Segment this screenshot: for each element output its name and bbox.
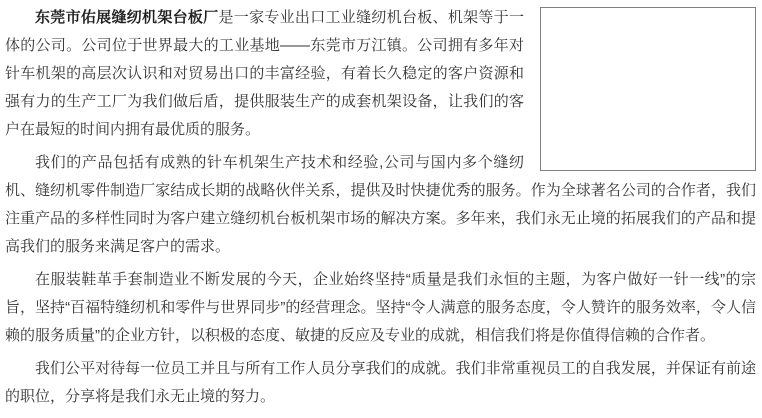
- paragraph-products: 我们的产品包括有成熟的针车机架生产技术和经验,公司与国内多个缝纫机、缝纫机零件制造厂家结成长期的战略伙伴关系，提供及时快捷优秀的服务。作为全球著名公司的合作者，我们注重产品的多样性同时为客户建立缝纫机台板机架市场的解决方案。多年来，我们永无止境的拓展我们的产品和提高我们的服务来满足客户的需求。: [5, 154, 756, 255]
- paragraph-employees: 我们公平对待每一位员工并且与所有工作人员分享我们的成就。我们非常重视员工的自我发展，并保证有前途的职位，分享将是我们永无止境的努力。: [5, 360, 756, 405]
- company-profile-article: [5, 4, 756, 411]
- image-placeholder: [540, 7, 756, 171]
- paragraph-philosophy: 在服装鞋革手套制造业不断发展的今天，企业始终坚持“质量是我们永恒的主题，为客户做好一针一线”的宗旨，坚持“百福特缝纫机和零件与世界同步”的经营理念。坚持“令人满意的服务态度，令人赞许的服务效率，令人信赖的服务质量”的企业方针，以积极的态度、敏捷的反应及专业的成就，相信我们将是你值得信赖的合作者。: [5, 271, 756, 344]
- company-name: 东莞市佑展缝纫机架台板厂: [35, 9, 219, 26]
- paragraph-intro-text: 是一家专业出口工业缝纫机台板、机架等于一体的公司。公司位于世界最大的工业基地——东莞市万江镇。公司拥有多年对针车机架的高层次认识和对贸易出口的丰富经验，有着长久稳定的客户资源和强有力的生产工厂为我们做后盾，提供服装生产的成套机架设备，让我们的客户在最短的时间内拥有最优质的服务。: [5, 9, 524, 138]
